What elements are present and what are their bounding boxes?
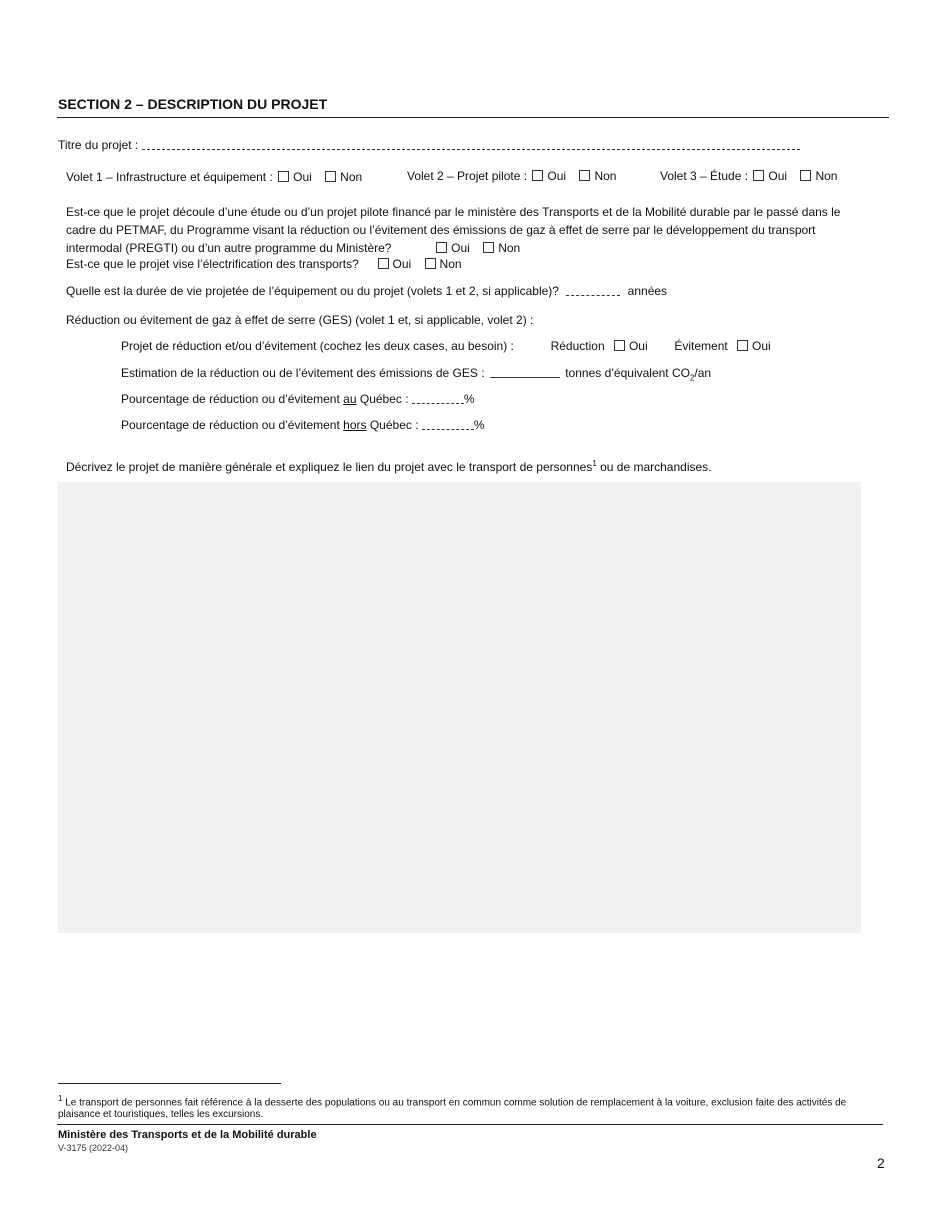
description-textarea[interactable] xyxy=(58,482,861,933)
footnote-reference: 1 xyxy=(592,459,597,468)
ges-heading: Réduction ou évitement de gaz à effet de serre (GES) (volet 1 et, si applicable, volet 2) : xyxy=(66,313,534,327)
question-etude xyxy=(66,203,846,257)
volet-2-non-checkbox[interactable] xyxy=(579,170,590,181)
evitement-oui-label: Oui xyxy=(752,339,771,353)
question-electrification xyxy=(66,257,462,271)
question-etude-oui-checkbox[interactable] xyxy=(436,242,447,253)
volet-2-oui-label: Oui xyxy=(547,169,567,183)
footnote-text: Le transport de personnes fait référence à la desserte des populations ou au transport en commun comme solution de remplacement à la voiture, exclusion faite des activités de plaisance et touristiques, telles les excursions. xyxy=(58,1097,847,1121)
reduction-label: Réduction xyxy=(550,339,605,353)
pct-au-percent: % xyxy=(463,392,475,406)
project-title-label: Titre du projet : xyxy=(58,138,139,152)
ges-estimation-unit: tonnes d’équivalent CO xyxy=(565,366,690,380)
ges-estimation-field[interactable] xyxy=(490,367,560,378)
section-divider xyxy=(57,117,889,118)
question-duree xyxy=(66,284,667,298)
volet-2-non-label: Non xyxy=(594,169,617,183)
volet-3-row xyxy=(660,169,837,183)
volet-3-non-checkbox[interactable] xyxy=(800,170,811,181)
pct-au-field[interactable] xyxy=(412,393,464,404)
question-etude-non-checkbox[interactable] xyxy=(483,242,494,253)
volet-1-row xyxy=(66,170,362,184)
pct-hors-word: hors xyxy=(343,418,367,432)
pct-hors-quebec-row xyxy=(121,418,485,432)
volet-1-label: Volet 1 – Infrastructure et équipement : xyxy=(66,170,273,184)
pct-hors-suffix: Québec : xyxy=(369,418,419,432)
volet-2-row xyxy=(407,169,616,183)
volet-1-oui-checkbox[interactable] xyxy=(278,171,289,182)
evitement-label: Évitement xyxy=(674,339,728,353)
description-label-end: ou de marchandises. xyxy=(596,460,712,474)
pct-hors-percent: % xyxy=(473,418,485,432)
footer-divider xyxy=(57,1124,883,1125)
pct-au-suffix: Québec : xyxy=(359,392,409,406)
pct-hors-prefix: Pourcentage de réduction ou d’évitement xyxy=(121,418,340,432)
ges-estimation-row xyxy=(121,366,711,382)
question-electrification-non-checkbox[interactable] xyxy=(425,258,436,269)
project-title-row xyxy=(58,138,800,152)
question-etude-oui-label: Oui xyxy=(451,241,470,255)
ges-estimation-sub: 2 xyxy=(689,373,695,383)
volet-3-non-label: Non xyxy=(815,169,838,183)
footnote xyxy=(58,1093,868,1121)
volet-3-oui-label: Oui xyxy=(768,169,788,183)
description-label-start: Décrivez le projet de manière générale et expliquez le lien du projet avec le transport de personnes xyxy=(66,460,593,474)
ges-estimation-label: Estimation de la réduction ou de l’évitement des émissions de GES : xyxy=(121,366,485,380)
question-electrification-text: Est-ce que le projet vise l’électrification des transports? xyxy=(66,257,359,271)
footer-ministry: Ministère des Transports et de la Mobilité durable xyxy=(58,1129,317,1141)
reduction-oui-label: Oui xyxy=(628,339,648,353)
footnote-divider xyxy=(58,1083,281,1084)
pct-au-word: au xyxy=(343,392,357,406)
volet-3-label: Volet 3 – Étude : xyxy=(660,169,749,183)
question-duree-text: Quelle est la durée de vie projetée de l’équipement ou du projet (volets 1 et 2, si applicable)? xyxy=(66,284,559,298)
volet-1-non-checkbox[interactable] xyxy=(325,171,336,182)
duree-field[interactable] xyxy=(566,285,620,296)
pct-hors-field[interactable] xyxy=(422,419,474,430)
ges-estimation-suffix: /an xyxy=(694,366,712,380)
volet-3-oui-checkbox[interactable] xyxy=(753,170,764,181)
volet-2-label: Volet 2 – Projet pilote : xyxy=(407,169,528,183)
question-electrification-oui-checkbox[interactable] xyxy=(378,258,389,269)
reduction-oui-checkbox[interactable] xyxy=(614,340,625,351)
question-electrification-non-label: Non xyxy=(439,257,462,271)
footnote-number: 1 xyxy=(58,1094,63,1103)
question-etude-non-label: Non xyxy=(498,241,521,255)
volet-2-oui-checkbox[interactable] xyxy=(532,170,543,181)
page-number: 2 xyxy=(877,1155,885,1171)
duree-unit: années xyxy=(627,284,668,298)
project-title-field[interactable] xyxy=(142,139,800,150)
ges-type-label: Projet de réduction et/ou d’évitement (cochez les deux cases, au besoin) : xyxy=(121,339,514,353)
pct-au-quebec-row xyxy=(121,392,475,406)
ges-type-row xyxy=(121,339,771,353)
volet-1-oui-label: Oui xyxy=(293,170,312,184)
footer-form-code: V-3175 (2022-04) xyxy=(58,1143,129,1153)
evitement-oui-checkbox[interactable] xyxy=(737,340,748,351)
description-label xyxy=(66,459,712,474)
question-etude-text: Est-ce que le projet découle d’une étude ou d’un projet pilote financé par le ministère des Transports et de la Mobilité durable par le passé dans le cadre du PETMAF, du Programme visant la réduction ou l’évitement des émissions de gaz à effet de serre par le développement du transport intermodal (PREGTI) ou d’un autre programme du Ministère? xyxy=(66,205,841,255)
pct-au-prefix: Pourcentage de réduction ou d’évitement xyxy=(121,392,340,406)
question-electrification-oui-label: Oui xyxy=(392,257,412,271)
section-title: SECTION 2 – DESCRIPTION DU PROJET xyxy=(58,96,328,112)
volet-1-non-label: Non xyxy=(340,170,363,184)
